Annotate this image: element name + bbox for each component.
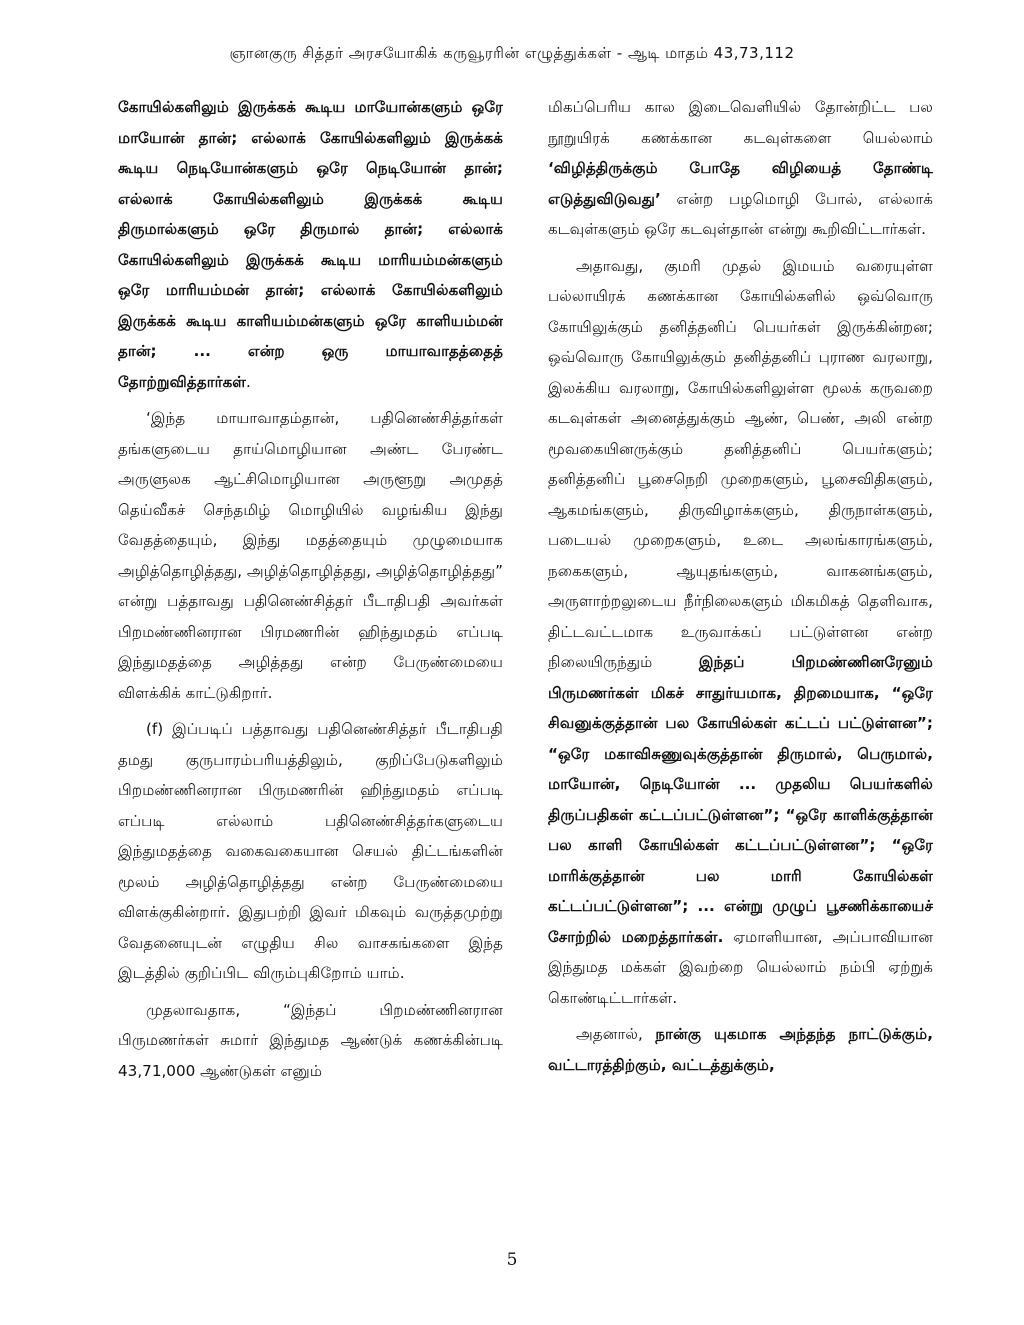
text-segment: என்ற பழமொழி போல், எல்லாக் கடவுள்களும் ஒரே கடவுள்தான் என்று கூறிவிட்டார்கள். [548,189,933,238]
bold-text-segment: ‘விழித்திருக்கும் போதே விழியைத் தோண்டி எடுத்துவிடுவது’ [548,159,933,208]
paragraph [118,92,503,397]
text-segment: மிகப்பெரிய கால இடைவெளியில் தோன்றிட்ட பல நூறுயிரக் கணக்கான கடவுள்களை யெல்லாம் [548,98,933,147]
paragraph [548,92,933,245]
text-segment: . [246,372,251,391]
bold-text-segment: இந்தப் பிறமண்ணினரேனும் பிருமணர்கள் மிகச் சாதுர்யமாக, திறமையாக, “ஒரே சிவனுக்குத்தான் பல கோயில்கள் கட்டப் பட்டுள்ளன”; “ஒரே மகாவிசுணுவுக்குத்தான் திருமால், பெருமால், மாயோன், நெடியோன் ... முதலிய பெயர்களில் திருப்பதிகள் கட்டப்பட்டுள்ளன”; “ஒரே காளிக்குத்தான் பல காளி கோயில்கள் கட்டப்பட்டுள்ளன”; “ஒரே மாரிக்குத்தான் பல மாரி கோயில்கள் கட்டப்பட்டுள்ளன”; ... என்று முழுப் பூசணிக்காயைச் சோற்றில் மறைத்தார்கள். [548,653,933,946]
bold-text-segment: கோயில்களிலும் இருக்கக் கூடிய மாயோன்களும் ஒரே மாயோன் தான்; எல்லாக் கோயில்களிலும் இருக்கக் கூடிய நெடியோன்களும் ஒரே நெடியோன் தான்; எல்லாக் கோயில்களிலும் இருக்கக் கூடிய திருமால்களும் ஒரே திருமால் தான்; எல்லாக் கோயில்களிலும் இருக்கக் கூடிய மாரியம்மன்களும் ஒரே மாரியம்மன் தான்; எல்லாக் கோயில்களிலும் இருக்கக் கூடிய காளியம்மன்களும் ஒரே காளியம்மன் தான்; ... என்ற ஒரு மாயாவாதத்தைத் தோற்றுவித்தார்கள் [118,98,503,391]
left-column [118,92,503,1092]
paragraph [118,403,503,708]
text-segment: முதலாவதாக, “இந்தப் பிறமண்ணினரான பிருமணர்கள் சுமார் இந்துமத ஆண்டுக் கணக்கின்படி 43,71,000 ஆண்டுகள் எனும் [118,1000,503,1080]
bold-text-segment: நான்கு யுகமாக அந்தந்த நாட்டுக்கும், வட்டாரத்திற்கும், வட்டத்துக்கும், [548,1025,934,1074]
page-header: ஞானகுரு சித்தர் அரசயோகிக் கருவூரரின் எழுத்துக்கள் - ஆடி மாதம் 43,73,112 [229,44,795,62]
text-segment: அதனால், [576,1025,656,1043]
right-column [548,92,933,1086]
text-segment: ஏமாளியான, அப்பாவியான இந்துமத மக்கள் இவற்றை யெல்லாம் நம்பி ஏற்றுக் கொண்டிட்டார்கள். [548,927,933,1007]
text-segment: (f) இப்படிப் பத்தாவது பதினெண்சித்தர் பீடாதிபதி தமது குருபாரம்பரியத்திலும், குறிப்பேடுகளிலும் பிறமண்ணினரான பிருமணரின் ஹிந்துமதம் எப்படி எப்படி எல்லாம் பதினெண்சித்தர்களுடைய இந்துமதத்தை வகைவகையான செயல் திட்டங்களின் மூலம் அழித்தொழித்தது என்ற பேருண்மையை விளக்குகின்றார். இதுபற்றி இவர் மிகவும் வருத்தமுற்று வேதனையுடன் எழுதிய சில வாசகங்களை இந்த இடத்தில் குறிப்பிட விரும்புகிறோம் யாம். [118,720,503,982]
paragraph [118,714,503,989]
text-segment: அதாவது, குமரி முதல் இமயம் வரையுள்ள பல்லாயிரக் கணக்கான கோயில்களில் ஒவ்வொரு கோயிலுக்கும் தனித்தனிப் பெயர்கள் இருக்கின்றன; ஒவ்வொரு கோயிலுக்கும் தனித்தனிப் புராண வரலாறு, இலக்கிய வரலாறு, கோயில்களிலுள்ள மூலக் கருவறை கடவுள்கள் அனைத்துக்கும் ஆண், பெண், அலி என்ற மூவகையினருக்கும் தனித்தனிப் பெயர்களும்; தனித்தனிப் பூசைநெறி முறைகளும், பூசைவிதிகளும், ஆகமங்களும், திருவிழாக்களும், திருநாள்களும், படையல் முறைகளும், உடை அலங்காரங்களும், நகைகளும், ஆயுதங்களும், வாகனங்களும், அருளாற்றலுடைய நீர்நிலைகளும் மிகமிகத் தெளிவாக, திட்டவட்டமாக உருவாக்கப் பட்டுள்ளன என்ற நிலையிருந்தும் [548,256,933,671]
page-number: 5 [506,1250,518,1270]
paragraph [118,995,503,1087]
paragraph [548,1019,933,1080]
paragraph [548,251,933,1014]
text-segment: ‘இந்த மாயாவாதம்தான், பதினெண்சித்தர்கள் தங்களுடைய தாய்மொழியான அண்ட பேரண்ட அருளுலக ஆட்சிமொழியான அருளூறு அமுதத் தெய்வீகச் செந்தமிழ் மொழியில் வழங்கிய இந்து வேதத்தையும், இந்து மதத்தையும் முழுமையாக அழித்தொழித்தது, அழித்தொழித்தது, அழித்தொழித்தது” என்று பத்தாவது பதினெண்சித்தர் பீடாதிபதி அவர்கள் பிறமண்ணினரான பிரமணரின் ஹிந்துமதம் எப்படி இந்துமதத்தை அழித்தது என்ற பேருண்மையை விளக்கிக் காட்டுகிறார். [118,409,504,702]
